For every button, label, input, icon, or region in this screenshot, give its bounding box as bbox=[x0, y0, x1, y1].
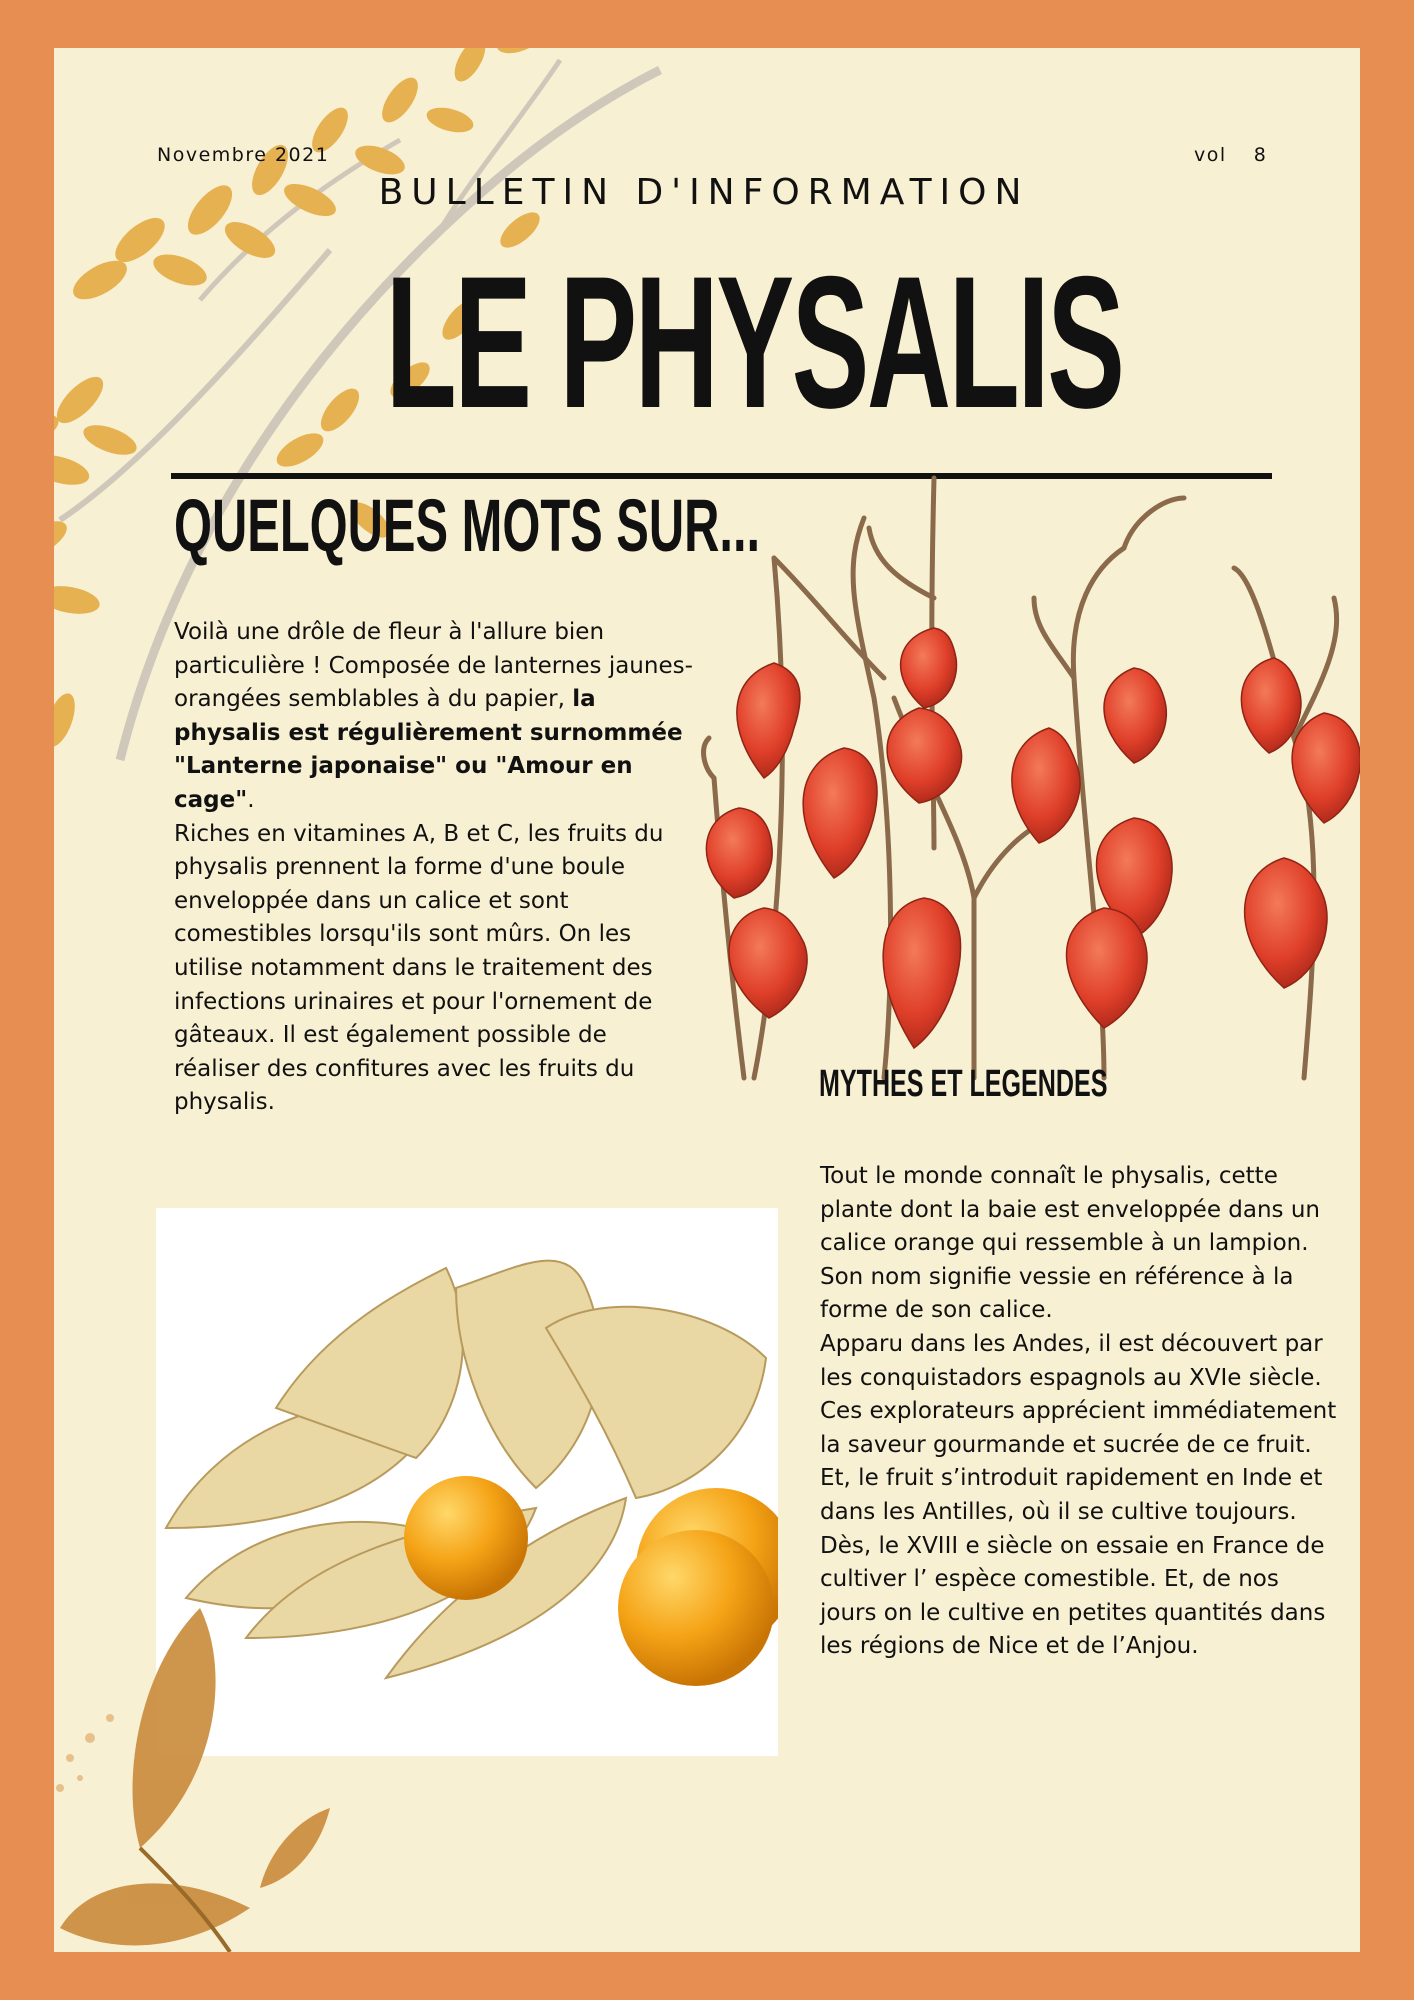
myths-text bbox=[820, 1160, 1340, 1664]
myths-paragraph-2: Apparu dans les Andes, il est découvert par les conquistadors espagnols au XVIe siècle. Ces explorateurs apprécient immédiatement la saveur gourmande et sucrée de ce fruit. Et, le fruit s’introduit rapidement en Inde et dans les Antilles, où il se cultive toujours. bbox=[820, 1330, 1337, 1525]
intro-text-start: Voilà une drôle de fleur à l'allure bien particulière ! Composée de lanternes jaunes-orangées semblables à du papier, bbox=[174, 619, 693, 713]
myths-paragraph-1: Tout le monde connaît le physalis, cette plante dont la baie est enveloppée dans un calice orange qui ressemble à un lampion. Son nom signifie vessie en référence à la forme de son calice. bbox=[820, 1163, 1321, 1324]
intro-paragraph-2: Riches en vitamines A, B et C, les fruits du physalis prennent la forme d'une boule enveloppée dans un calice et sont comestibles lorsqu'ils sont mûrs. On les utilise notamment dans le traitement des infections urinaires et pour l'ornement de gâteaux. Il est également possible de réaliser des confitures avec les fruits du physalis. bbox=[174, 820, 664, 1116]
newsletter-subtitle: BULLETIN D'INFORMATION bbox=[378, 172, 1030, 213]
issue-date: Novembre 2021 bbox=[157, 144, 330, 166]
intro-text-bold: la physalis est régulièrement surnommée "Lanterne japonaise" ou "Amour en cage" bbox=[174, 686, 683, 813]
newsletter-page bbox=[54, 48, 1360, 1952]
myths-paragraph-3: Dès, le XVIII e siècle on essaie en France de cultiver l’ espèce comestible. Et, de nos jours on le cultive en petites quantités dans les régions de Nice et de l’Anjou. bbox=[820, 1532, 1326, 1660]
section-heading-myths: MYTHES ET LEGENDES bbox=[819, 1063, 1108, 1105]
intro-text bbox=[174, 616, 694, 1120]
issue-volume: vol 8 bbox=[1194, 144, 1268, 166]
section-heading-intro: QUELQUES MOTS SUR... bbox=[174, 484, 761, 567]
intro-text-end: . bbox=[247, 786, 255, 813]
physalis-lanterns-illustration bbox=[694, 478, 1360, 1078]
newsletter-title: LE PHYSALIS bbox=[385, 237, 1123, 447]
autumn-leaf-illustration bbox=[54, 1548, 400, 1952]
